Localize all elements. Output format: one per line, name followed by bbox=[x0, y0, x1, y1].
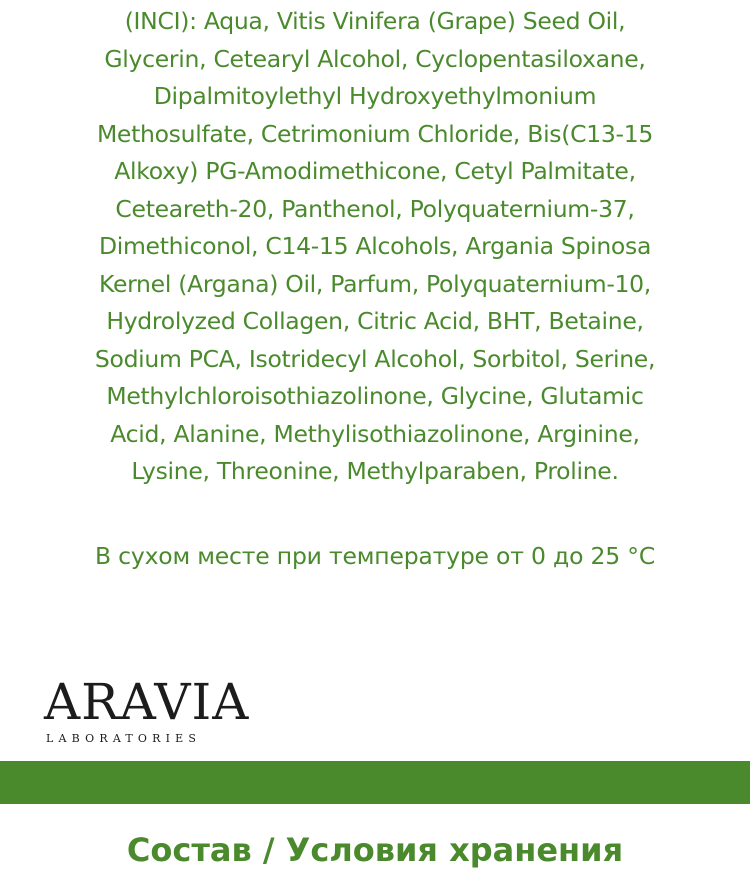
ingredients-line: Dimethiconol, C14-15 Alcohols, Argania Spinosa bbox=[98, 232, 652, 260]
ingredients-line: Methylchloroisothiazolinone, Glycine, Glutamic bbox=[106, 382, 644, 410]
section-title: Состав / Условия хранения bbox=[126, 831, 624, 869]
ingredients-line: Dipalmitoylethyl Hydroxyethylmonium bbox=[153, 82, 597, 110]
ingredients-line: Alkoxy) PG-Amodimethicone, Cetyl Palmitate, bbox=[114, 157, 636, 185]
ingredients-line: Lysine, Threonine, Methylparaben, Proline. bbox=[131, 457, 619, 485]
brand-logo-wordmark: ARAVIA bbox=[44, 673, 250, 731]
storage-conditions: В сухом месте при температуре от 0 до 25 °C bbox=[94, 542, 656, 570]
ingredients-line: (INCI): Aqua, Vitis Vinifera (Grape) Seed Oil, bbox=[124, 7, 626, 35]
ingredients-line: Sodium PCA, Isotridecyl Alcohol, Sorbitol, Serine, bbox=[94, 344, 656, 373]
green-divider-band bbox=[0, 761, 750, 804]
ingredients-line: Hydrolyzed Collagen, Citric Acid, BHT, Betaine, bbox=[106, 307, 644, 335]
ingredients-line: Kernel (Argana) Oil, Parfum, Polyquaternium-10, bbox=[99, 269, 651, 298]
brand-logo bbox=[44, 672, 264, 752]
ingredients-line: Glycerin, Cetearyl Alcohol, Cyclopentasiloxane, bbox=[104, 44, 646, 73]
ingredients-list bbox=[0, 3, 750, 491]
ingredients-line: Ceteareth-20, Panthenol, Polyquaternium-37, bbox=[115, 194, 635, 223]
ingredients-line: Acid, Alanine, Methylisothiazolinone, Arginine, bbox=[110, 419, 640, 448]
ingredients-line: Methosulfate, Cetrimonium Chloride, Bis(C13-15 bbox=[96, 119, 654, 148]
brand-logo-subtitle: LABORATORIES bbox=[46, 732, 202, 745]
